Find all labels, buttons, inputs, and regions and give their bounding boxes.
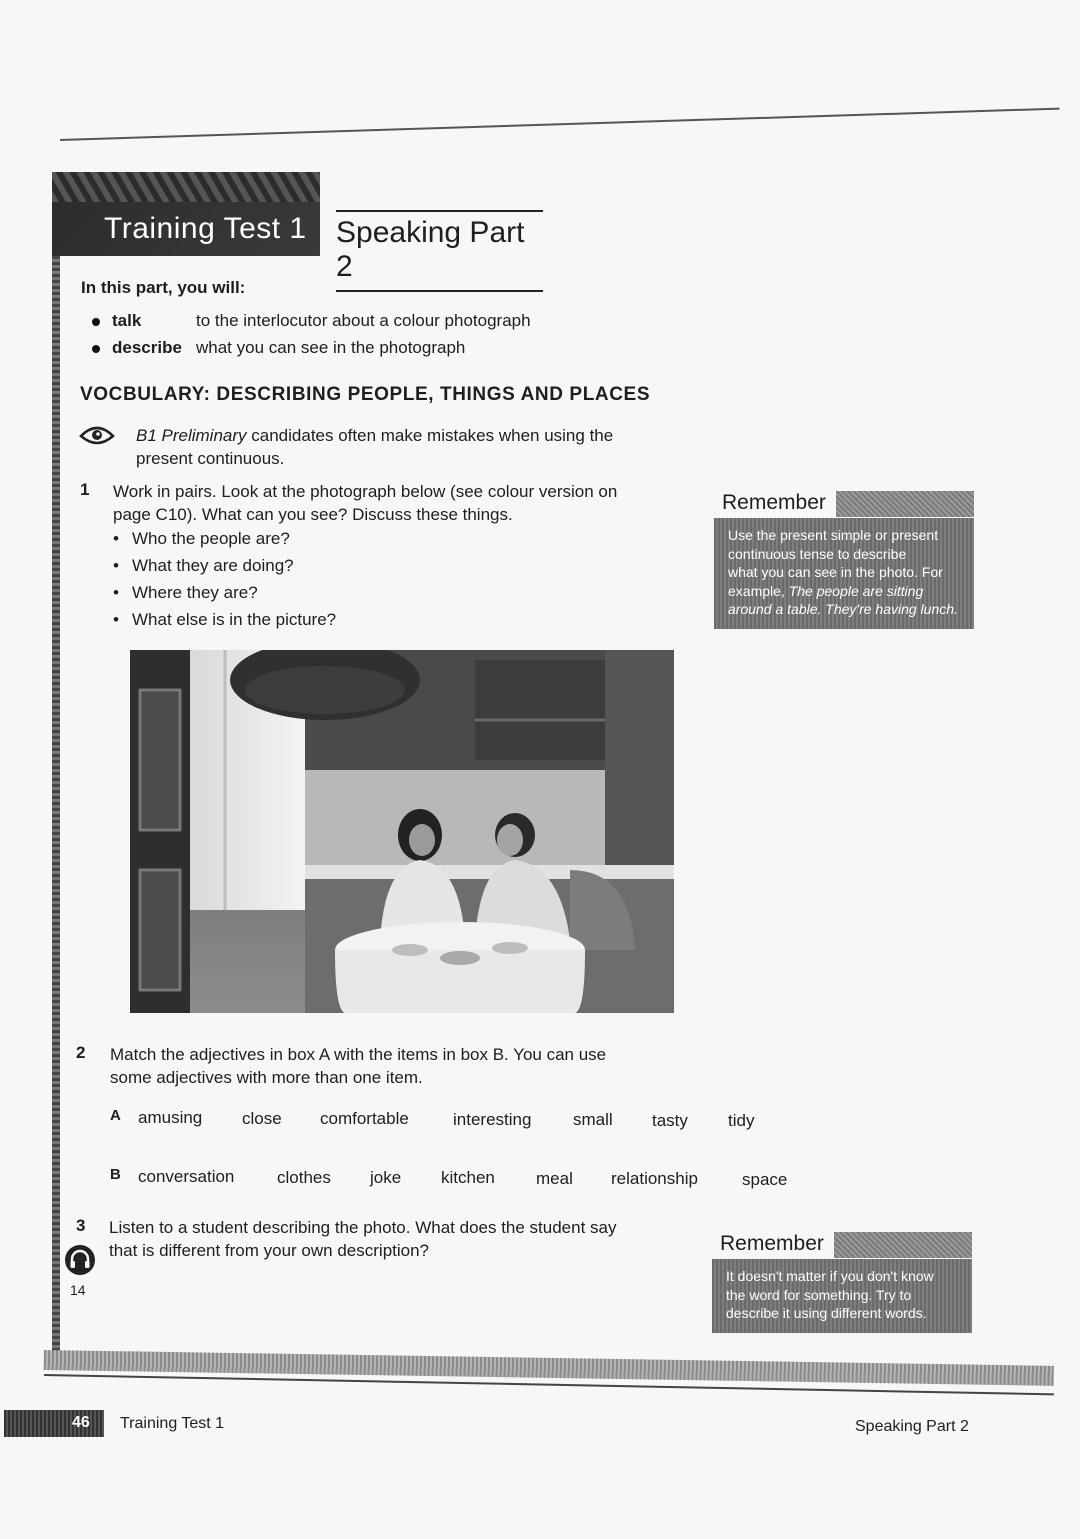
task-line: Work in pairs. Look at the photograph below (see colour version on — [113, 482, 618, 501]
tip-italic: B1 Preliminary — [136, 426, 247, 445]
list-item-text: What else is in the picture? — [132, 610, 337, 629]
kitchen-photograph — [130, 650, 674, 1013]
list-item: • What else is in the picture? — [113, 610, 337, 629]
noun-item: kitchen — [441, 1168, 495, 1187]
intro-bullet — [92, 311, 531, 331]
task-number: 3 — [76, 1216, 86, 1235]
intro-bullet — [92, 338, 465, 358]
box-a-label: A — [110, 1107, 121, 1124]
section-heading: VOCBULARY: DESCRIBING PEOPLE, THINGS AND PLACES — [80, 384, 651, 405]
remember-box — [714, 491, 974, 629]
adjective: comfortable — [320, 1109, 409, 1128]
remember-line: Use the present simple or present — [728, 527, 939, 543]
adjective: amusing — [138, 1108, 203, 1127]
adjective: tasty — [652, 1111, 688, 1130]
task-number: 2 — [76, 1043, 86, 1062]
remember-title: Remember — [712, 1232, 834, 1259]
remember-body — [714, 518, 974, 629]
noun-item: space — [742, 1170, 788, 1189]
remember-line: It doesn't matter if you don't know — [726, 1268, 934, 1284]
bullet-term: talk — [112, 311, 142, 330]
remember-title: Remember — [714, 491, 836, 518]
task-instructions — [113, 480, 673, 526]
header-badge: Training Test 1 — [104, 212, 307, 245]
page-number: 46 — [72, 1414, 90, 1431]
remember-line: continuous tense to describe — [728, 545, 907, 562]
bullet-dot-icon — [92, 318, 100, 326]
bullet-text: to the interlocutor about a colour photograph — [196, 311, 531, 330]
box-b-label: B — [110, 1166, 121, 1183]
task-line: Match the adjectives in box A with the items in box B. You can use — [110, 1045, 607, 1064]
task-number: 1 — [80, 480, 90, 499]
eye-icon — [78, 422, 116, 450]
remember-body — [712, 1259, 972, 1333]
bullet-term: describe — [112, 338, 182, 357]
remember-line: example, — [728, 582, 789, 599]
audio-track-number: 14 — [70, 1282, 86, 1298]
left-margin-bar — [52, 172, 60, 1362]
bottom-band — [44, 1350, 1054, 1386]
bullet-text: what you can see in the photograph — [196, 338, 466, 357]
tip-rest: candidates often make mistakes when using the — [246, 426, 614, 445]
noun-item: meal — [536, 1169, 573, 1188]
remember-line: describe it using different words. — [726, 1305, 927, 1321]
task-instructions — [109, 1216, 669, 1262]
task-instructions — [110, 1043, 670, 1089]
remember-example: The people are sitting — [788, 582, 924, 599]
noun-item: relationship — [611, 1169, 698, 1188]
footer-left-title: Training Test 1 — [120, 1415, 225, 1432]
footer-right-title: Speaking Part 2 — [855, 1418, 969, 1435]
list-item-text: What they are doing? — [132, 556, 294, 575]
adjective: tidy — [728, 1111, 755, 1130]
page-title: Speaking Part 2 — [336, 210, 543, 292]
list-item: • What they are doing? — [113, 556, 294, 575]
task-line: that is different from your own description? — [109, 1241, 430, 1260]
list-item: • Who the people are? — [113, 529, 290, 548]
task-line: some adjectives with more than one item. — [110, 1068, 423, 1087]
tip-line2: present continuous. — [136, 449, 285, 468]
list-item-text: Where they are? — [132, 583, 258, 602]
list-item: • Where they are? — [113, 583, 258, 602]
bullet-dot-icon — [92, 345, 100, 353]
list-item-text: Who the people are? — [132, 529, 290, 548]
noun-item: joke — [370, 1168, 402, 1187]
tip-text — [136, 424, 636, 470]
remember-line: the word for something. Try to — [726, 1286, 912, 1303]
adjective: small — [573, 1110, 613, 1129]
task-line: Listen to a student describing the photo. What does the student say — [109, 1218, 617, 1237]
headphones-icon[interactable] — [64, 1244, 96, 1276]
remember-box — [712, 1232, 972, 1333]
remember-example: around a table. They're having lunch. — [728, 601, 958, 617]
noun-item: conversation — [138, 1167, 235, 1186]
remember-line: what you can see in the photo. For — [728, 564, 943, 580]
noun-item: clothes — [277, 1168, 331, 1187]
header-banner-stripes — [52, 172, 320, 202]
adjective: interesting — [453, 1110, 532, 1129]
intro-label: In this part, you will: — [81, 278, 246, 297]
top-rule — [60, 108, 1060, 141]
task-line: page C10). What can you see? Discuss these things. — [113, 505, 513, 524]
adjective: close — [242, 1109, 282, 1128]
